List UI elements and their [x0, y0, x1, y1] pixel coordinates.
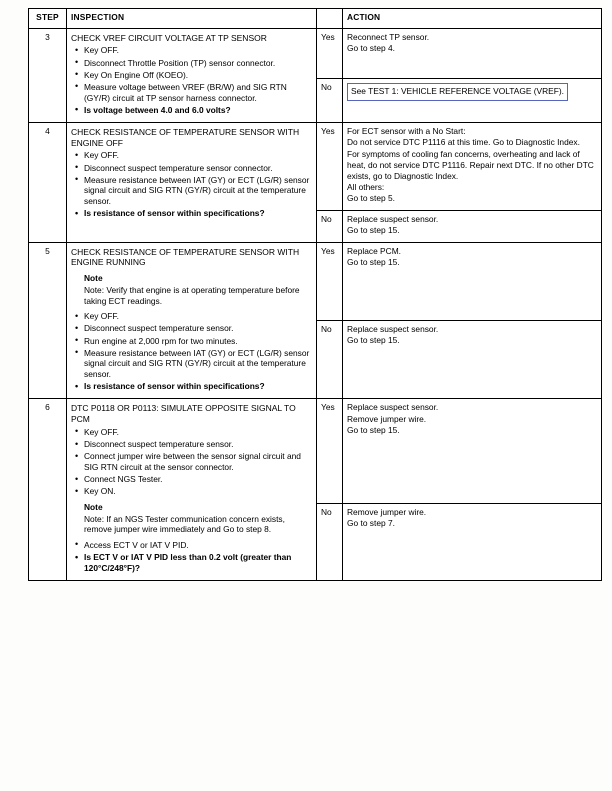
inspection-title: CHECK RESISTANCE OF TEMPERATURE SENSOR WITH ENGINE RUNNING [71, 246, 300, 268]
list-item-question: • Is resistance of sensor within specifications? [84, 208, 312, 219]
table-header-row [29, 9, 602, 29]
diagnostic-procedure-table [28, 8, 602, 581]
inspection-cell [67, 242, 317, 399]
column-header-action: ACTION [343, 9, 602, 29]
answer-label-yes: Yes [317, 399, 343, 504]
action-line: Replace suspect sensor. [347, 213, 439, 224]
list-item: • Key OFF. [84, 427, 312, 438]
list-item-question: • Is voltage between 4.0 and 6.0 volts? [84, 105, 312, 116]
column-header-yesno [317, 9, 343, 29]
answer-label-no: No [317, 78, 343, 122]
action-line: Go to step 7. [347, 518, 395, 529]
inspection-cell [67, 28, 317, 122]
action-line: Remove jumper wire. [347, 506, 427, 517]
action-line: Go to step 15. [347, 425, 400, 436]
inspection-title: CHECK VREF CIRCUIT VOLTAGE AT TP SENSOR [71, 32, 267, 43]
inspection-bullet-list [71, 311, 312, 380]
list-item: • Access ECT V or IAT V PID. [84, 540, 312, 551]
action-line: Replace PCM. [347, 245, 401, 256]
list-item: • Key On Engine Off (KOEO). [84, 70, 312, 81]
action-line: Go to step 5. [347, 193, 395, 204]
inspection-bullet-list [71, 150, 312, 206]
list-item: • Disconnect suspect temperature sensor connector. [84, 163, 312, 174]
step-number: 4 [29, 122, 67, 242]
table-row [29, 399, 602, 504]
inspection-cell [67, 399, 317, 581]
action-cell-yes [343, 242, 602, 320]
column-header-step: STEP [29, 9, 67, 29]
action-cell-yes [343, 28, 602, 78]
step-number: 5 [29, 242, 67, 399]
list-item-question: • Is resistance of sensor within specifications? [84, 381, 312, 392]
answer-label-no: No [317, 210, 343, 242]
action-line: All others: [347, 182, 385, 192]
list-item-question: • Is ECT V or IAT V PID less than 0.2 volt (greater than 120°C/248°F)? [84, 552, 312, 573]
list-item: • Measure resistance between IAT (GY) or ECT (LG/R) sensor signal circuit and SIG RTN (GY/R) circuit at the temperature sensor. [84, 348, 312, 380]
action-line: Go to step 15. [347, 335, 400, 346]
action-cell-no [343, 78, 602, 122]
action-line: Replace suspect sensor. [347, 402, 439, 413]
list-item: • Measure voltage between VREF (BR/W) and SIG RTN (GY/R) circuit at TP sensor harness connector. [84, 82, 312, 103]
action-line: Go to step 4. [347, 43, 395, 53]
table-row [29, 28, 602, 78]
action-cell-yes [343, 399, 602, 504]
note-text: Note: If an NGS Tester communication concern exists, remove jumper wire immediately and Go to step 8. [84, 513, 285, 535]
inspection-title: DTC P0118 OR P0113: SIMULATE OPPOSITE SIGNAL TO PCM [71, 403, 296, 425]
inspection-bullet-list [71, 427, 312, 497]
answer-label-no: No [317, 321, 343, 399]
table-row [29, 122, 602, 210]
answer-label-yes: Yes [317, 28, 343, 78]
note-heading: Note [84, 501, 103, 512]
table-header [29, 9, 602, 29]
list-item: • Connect jumper wire between the sensor signal circuit and SIG RTN circuit at the sensor connector. [84, 451, 312, 472]
action-line: Reconnect TP sensor. [347, 31, 430, 42]
list-item: • Disconnect Throttle Position (TP) sensor connector. [84, 58, 312, 69]
list-item: • Key ON. [84, 486, 312, 497]
action-line: Remove jumper wire. [347, 413, 427, 424]
table-body [29, 28, 602, 580]
action-line: Do not service DTC P1116 at this time. Go to Diagnostic Index. [347, 137, 580, 148]
note-heading: Note [84, 273, 103, 284]
list-item: • Key OFF. [84, 45, 312, 56]
table-row [29, 242, 602, 320]
action-line: Replace suspect sensor. [347, 324, 439, 335]
inspection-question-list [71, 381, 312, 392]
list-item: • Disconnect suspect temperature sensor. [84, 439, 312, 450]
action-line: Go to step 15. [347, 257, 400, 268]
note-text: Note: Verify that engine is at operating temperature before taking ECT readings. [84, 284, 300, 306]
action-cell-no [343, 210, 602, 242]
inspection-bullet-list [71, 45, 312, 115]
inspection-question-list [71, 208, 312, 219]
inspection-title: CHECK RESISTANCE OF TEMPERATURE SENSOR WITH ENGINE OFF [71, 126, 300, 148]
action-line: For ECT sensor with a No Start: [347, 125, 466, 136]
action-cell-no [343, 321, 602, 399]
action-cell-no [343, 503, 602, 580]
action-line: Go to step 15. [347, 225, 400, 236]
test-reference-link[interactable]: See TEST 1: VEHICLE REFERENCE VOLTAGE (VREF). [347, 83, 568, 101]
list-item: • Disconnect suspect temperature sensor. [84, 323, 312, 334]
step-number: 6 [29, 399, 67, 581]
inspection-cell [67, 122, 317, 242]
inspection-bullet-list-2 [71, 540, 312, 574]
action-line: For symptoms of cooling fan concerns, overheating and lack of heat, do not service DTC P1116. Repair next DTC. If no other DTC exists, go to Diagnostic Index. [347, 148, 594, 181]
list-item: • Measure resistance between IAT (GY) or ECT (LG/R) sensor signal circuit and SIG RTN (GY/R) circuit at the temperature sensor. [84, 175, 312, 207]
list-item: • Run engine at 2,000 rpm for two minutes. [84, 336, 312, 347]
column-header-inspection: INSPECTION [67, 9, 317, 29]
answer-label-no: No [317, 503, 343, 580]
list-item: • Key OFF. [84, 311, 312, 322]
list-item: • Connect NGS Tester. [84, 474, 312, 485]
list-item: • Key OFF. [84, 150, 312, 161]
action-cell-yes [343, 122, 602, 210]
answer-label-yes: Yes [317, 122, 343, 210]
answer-label-yes: Yes [317, 242, 343, 320]
step-number: 3 [29, 28, 67, 122]
